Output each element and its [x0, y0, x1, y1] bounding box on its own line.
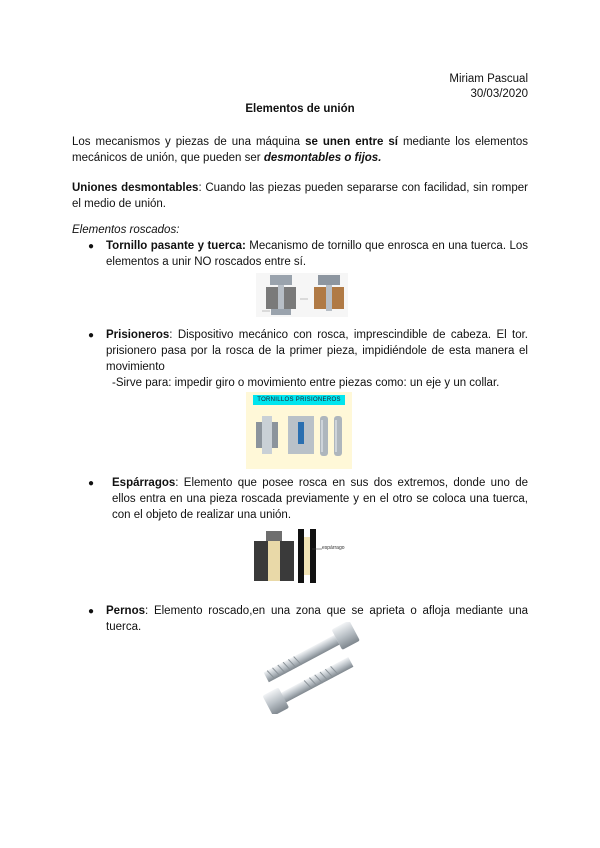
item-esparragos — [112, 475, 528, 523]
item-prisioneros — [106, 327, 528, 375]
item-4-text: : Elemento roscado,en una zona que se aprieta o afloja mediante una tuerca. — [106, 605, 528, 633]
uniones-label: Uniones desmontables — [72, 182, 199, 194]
document-date: 30/03/2020 — [470, 88, 528, 100]
item-1-name: Tornillo pasante y tuerca: — [106, 240, 246, 252]
item-tornillo — [106, 238, 528, 270]
intro-text-1: Los mecanismos y piezas de una máquina — [72, 136, 306, 148]
item-4-name: Pernos — [106, 605, 145, 617]
item-3-name: Espárragos — [112, 477, 176, 489]
item-2-name: Prisioneros — [106, 329, 170, 341]
prisioneros-image — [246, 392, 352, 469]
uniones-paragraph — [72, 180, 528, 212]
uniones-text: : Cuando las piezas pueden separarse con facilidad, sin romper el medio de unión. — [72, 182, 529, 210]
intro-paragraph — [72, 134, 528, 166]
bullet-1: ● — [88, 241, 95, 252]
esparrago-image-label: espárrago — [322, 545, 345, 551]
tornillo-pasante-image — [256, 273, 348, 317]
prisioneros-image-label: TORNILLOS PRISIONEROS — [253, 395, 345, 405]
bullet-2: ● — [88, 330, 95, 341]
bullet-3: ● — [88, 478, 95, 489]
intro-text-2: mediante los elementos mecánicos de unión, que pueden ser — [72, 136, 528, 164]
item-2-text: : Dispositivo mecánico con rosca, imprescindible de cabeza. El tor. prisionero pasa por la rosca de la primer pieza, impidiéndole de esta manera el movimiento — [106, 329, 528, 373]
pernos-image — [256, 622, 382, 714]
item-1-text: Mecanismo de tornillo que enrosca en una tuerca. Los elementos a unir NO roscados entre sí. — [106, 240, 528, 268]
section-subtitle: Elementos roscados: — [72, 224, 180, 236]
item-2-extra: -Sirve para: impedir giro o movimiento entre piezas como: un eje y un collar. — [112, 377, 500, 389]
page-title: Elementos de unión — [245, 103, 355, 115]
intro-bold-1: se unen entre sí — [305, 136, 398, 148]
intro-bold-2: desmontables o fijos. — [263, 152, 382, 164]
esparrago-image — [254, 527, 344, 585]
item-3-text: : Elemento que posee rosca en sus dos extremos, donde uno de ellos entra en una pieza roscada previamente y en el otro se coloca una tuerca, con el objeto de realizar una unión. — [112, 477, 528, 521]
bullet-4: ● — [88, 606, 95, 617]
author-name: Miriam Pascual — [449, 73, 528, 85]
